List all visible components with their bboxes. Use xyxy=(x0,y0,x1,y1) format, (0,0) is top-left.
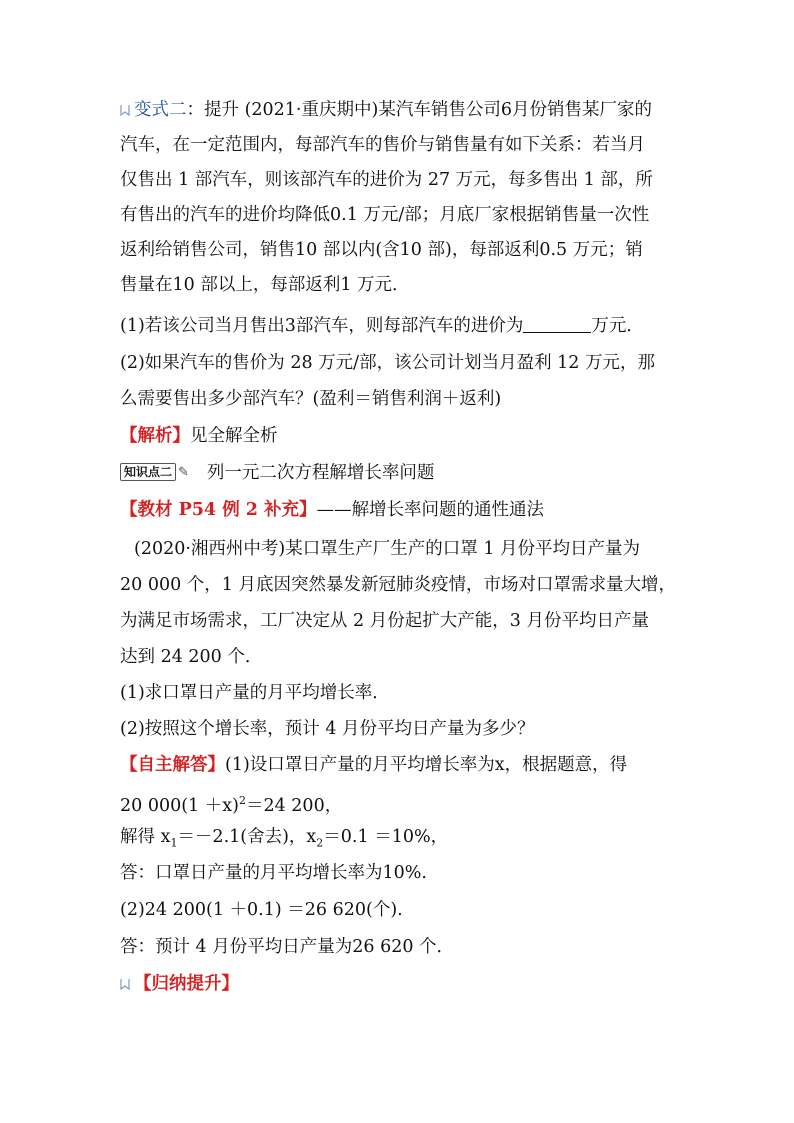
textbook-line xyxy=(120,497,544,523)
analysis-text: 见全解全析 xyxy=(190,426,278,446)
question-1-unit: 万元． xyxy=(591,316,644,336)
solution-line-1 xyxy=(120,752,627,778)
bookmark-icon xyxy=(120,104,130,116)
knowledge-point-badge: 知识点二 xyxy=(120,463,176,481)
equation-left: 20 000(1 ＋x) xyxy=(120,795,239,816)
solution-roots xyxy=(120,824,448,857)
pencil-icon: ✎ xyxy=(178,465,189,480)
variant-question-2-line-1: (2)如果汽车的售价为 28 万元/部，该公司计划当月盈利 12 万元，那 xyxy=(120,353,655,373)
variant-line-6: 售量在10 部以上，每部返利1 万元． xyxy=(120,275,410,295)
analysis-line xyxy=(120,423,278,449)
equation-exponent: 2 xyxy=(238,794,246,807)
problem-line-2: 20 000 个，1 月底因突然暴发新冠肺炎疫情，市场对口罩需求量大增， xyxy=(120,575,676,595)
variant-line-5: 返利给销售公司，销售10 部以内(含10 部)，每部返利0.5 万元；销 xyxy=(120,240,643,260)
variant-question-2-line-2: 么需要售出多少部汽车？(盈利＝销售利润＋返利) xyxy=(120,389,502,409)
problem-question-2: (2)按照这个增长率，预计 4 月份平均日产量为多少？ xyxy=(120,719,535,739)
textbook-tag: 【教材 P54 例 2 补充】 xyxy=(120,500,317,520)
x1-value: ＝－2.1(舍去)，x xyxy=(177,827,317,847)
problem-question-1: (1)求口罩日产量的月平均增长率． xyxy=(120,683,390,703)
problem-line-3: 为满足市场需求，工厂决定从 2 月份起扩大产能，3 月份平均日产量 xyxy=(120,611,649,631)
x2-subscript: 2 xyxy=(316,836,324,850)
knowledge-point-heading xyxy=(120,460,434,486)
variant-label: 变式二 xyxy=(134,100,187,120)
variant-line-3: 仅售出 1 部汽车，则该部汽车的进价为 27 万元，每多售出 1 部，所 xyxy=(120,170,653,190)
variant-line-2: 汽车，在一定范围内，每部汽车的售价与销售量有如下关系：若当月 xyxy=(120,135,645,155)
answer-blank xyxy=(523,314,591,333)
summary-line xyxy=(120,971,239,997)
problem-line-4: 达到 24 200 个． xyxy=(120,647,263,667)
equation-right: ＝24 200， xyxy=(245,795,343,816)
solution-answer-2: 答：预计 4 月份平均日产量为26 620 个． xyxy=(120,937,455,957)
x2-value: ＝0.1 ＝10%， xyxy=(323,827,449,847)
analysis-tag: 【解析】 xyxy=(120,426,190,446)
knowledge-point-title: 列一元二次方程解增长率问题 xyxy=(206,463,435,483)
bookmark-icon xyxy=(120,978,130,990)
variant-text-1: ：提升 (2021·重庆期中)某汽车销售公司6月份销售某厂家的 xyxy=(186,100,652,120)
question-1-text: (1)若该公司当月售出3部汽车，则每部汽车的进价为 xyxy=(120,316,524,336)
problem-line-1: (2020·湘西州中考)某口罩生产厂生产的口罩 1 月份平均日产量为 xyxy=(134,539,641,559)
solution-answer-1: 答：口罩日产量的月平均增长率为10%. xyxy=(120,863,427,883)
summary-label: 【归纳提升】 xyxy=(134,974,239,994)
textbook-subtitle: ——解增长率问题的通性通法 xyxy=(316,500,545,520)
x1-subscript: 1 xyxy=(170,836,178,850)
variant-line-1 xyxy=(120,97,652,123)
solution-calc-2: (2)24 200(1 ＋0.1) ＝26 620(个). xyxy=(120,900,403,920)
solution-equation xyxy=(120,788,342,819)
solution-text-1: (1)设口罩日产量的月平均增长率为x，根据题意，得 xyxy=(225,755,628,775)
variant-question-1 xyxy=(120,313,644,339)
solution-tag: 【自主解答】 xyxy=(120,755,225,775)
roots-prefix: 解得 x xyxy=(120,827,171,847)
variant-line-4: 有售出的汽车的进价均降低0.1 万元/部；月底厂家根据销售量一次性 xyxy=(120,205,650,225)
